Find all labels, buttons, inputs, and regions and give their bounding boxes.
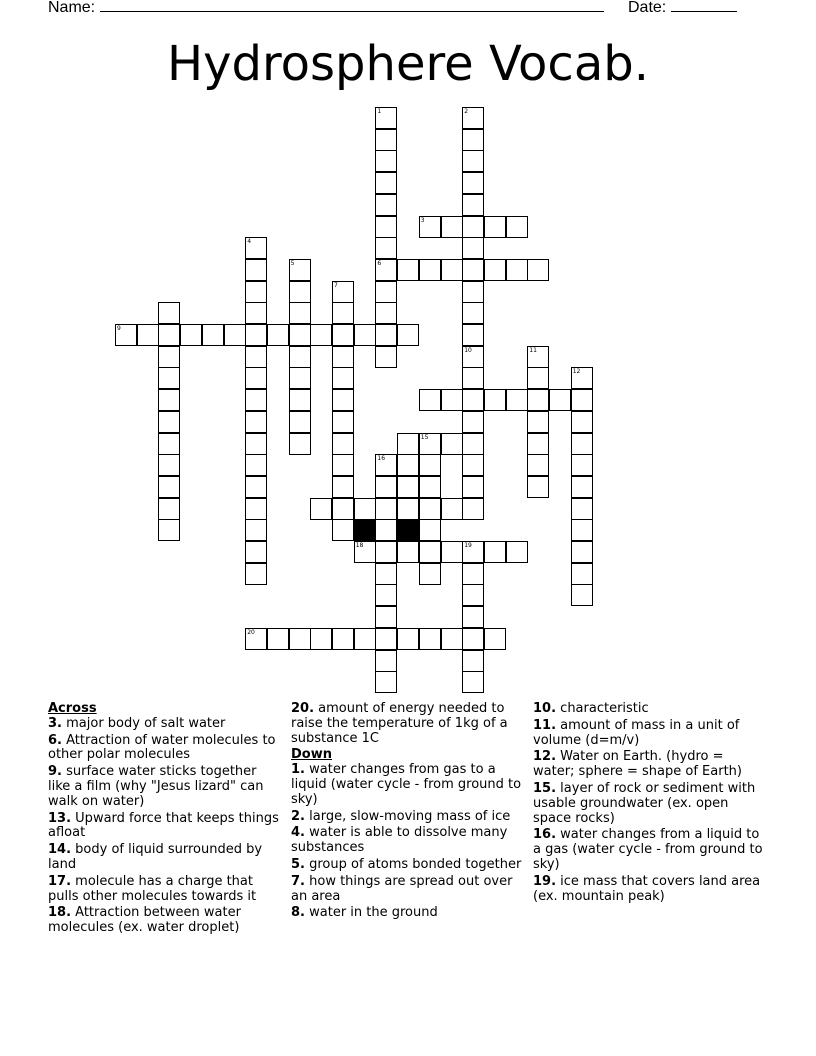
crossword-cell[interactable]	[462, 107, 484, 129]
clue-number-16: 16	[377, 455, 386, 463]
crossword-cell[interactable]	[375, 302, 397, 324]
crossword-cell[interactable]	[375, 172, 397, 194]
crossword-cell[interactable]	[571, 411, 593, 433]
crossword-cell[interactable]	[506, 216, 528, 238]
crossword-cell[interactable]	[571, 476, 593, 498]
crossword-cell[interactable]	[375, 324, 397, 346]
crossword-cell[interactable]	[571, 433, 593, 455]
crossword-cell[interactable]	[397, 498, 419, 520]
crossword-cell[interactable]	[571, 367, 593, 389]
crossword-cell[interactable]	[397, 476, 419, 498]
crossword-cell[interactable]	[245, 281, 267, 303]
name-label: Name:	[48, 0, 96, 16]
crossword-cell[interactable]	[419, 389, 441, 411]
crossword-cell[interactable]	[375, 237, 397, 259]
down-clue-7: 7. how things are spread out over an area	[291, 873, 513, 904]
crossword-cell[interactable]	[419, 541, 441, 563]
down-clue-1: 1. water changes from gas to a liquid (water cycle - from ground to sky)	[291, 762, 522, 807]
crossword-cell[interactable]	[462, 237, 484, 259]
crossword-cell[interactable]	[375, 107, 397, 129]
crossword-cell[interactable]	[158, 367, 180, 389]
page-title: Hydrosphere Vocab.	[167, 36, 649, 92]
crossword-cell[interactable]	[245, 454, 267, 476]
across-clue-18: 18. Attraction between water molecules (ex. water droplet)	[48, 905, 241, 936]
crossword-cell[interactable]	[158, 519, 180, 541]
crossword-cell[interactable]	[245, 498, 267, 520]
crossword-cell[interactable]	[158, 498, 180, 520]
crossword-cell[interactable]	[375, 476, 397, 498]
clue-number-3: 3	[420, 216, 425, 224]
crossword-cell[interactable]	[419, 454, 441, 476]
crossword-cell[interactable]	[375, 454, 397, 476]
crossword-cell[interactable]	[462, 563, 484, 585]
crossword-cell[interactable]	[354, 498, 376, 520]
crossword-cell[interactable]	[158, 411, 180, 433]
crossword-cell[interactable]	[375, 194, 397, 216]
crossword-cell[interactable]	[527, 433, 549, 455]
across-heading: Across	[48, 701, 97, 716]
crossword-cell[interactable]	[115, 324, 137, 346]
crossword-cell[interactable]	[310, 628, 332, 650]
crossword-cell[interactable]	[419, 259, 441, 281]
clue-number-5: 5	[290, 259, 295, 267]
crossword-cell[interactable]	[571, 454, 593, 476]
crossword-cell[interactable]	[527, 367, 549, 389]
down-clue-19: 19. ice mass that covers land area (ex. mountain peak)	[533, 873, 761, 904]
crossword-cell[interactable]	[332, 476, 354, 498]
crossword-cell[interactable]	[397, 324, 419, 346]
crossword-cell[interactable]	[375, 628, 397, 650]
crossword-cell[interactable]	[375, 129, 397, 151]
crossword-cell[interactable]	[419, 498, 441, 520]
crossword-cell[interactable]	[484, 628, 506, 650]
crossword-cell[interactable]	[375, 584, 397, 606]
crossword-cell[interactable]	[224, 324, 246, 346]
crossword-cell[interactable]	[332, 411, 354, 433]
down-heading: Down	[291, 747, 332, 763]
crossword-cell[interactable]	[462, 324, 484, 346]
crossword-cell[interactable]	[375, 216, 397, 238]
clue-number-18: 18	[355, 542, 364, 549]
crossword-cell[interactable]	[462, 433, 484, 455]
crossword-cell[interactable]	[462, 302, 484, 324]
crossword-cell[interactable]	[245, 259, 267, 281]
crossword-cell[interactable]	[289, 324, 311, 346]
crossword-cell[interactable]	[375, 606, 397, 628]
crossword-cell[interactable]	[310, 498, 332, 520]
crossword-cell[interactable]	[245, 476, 267, 498]
crossword-cell[interactable]	[419, 563, 441, 585]
across-clue-20: 20. amount of energy needed to raise the temperature of 1kg of a substance 1C	[291, 701, 508, 746]
crossword-cell[interactable]	[332, 389, 354, 411]
crossword-cell[interactable]	[419, 476, 441, 498]
across-clue-13: 13. Upward force that keeps things afloat	[48, 810, 279, 841]
crossword-cell[interactable]	[137, 324, 159, 346]
crossword-cell[interactable]	[267, 324, 289, 346]
crossword-cell[interactable]	[375, 346, 397, 368]
crossword-cell[interactable]	[375, 650, 397, 672]
down-clue-8: 8. water in the ground	[291, 905, 438, 921]
crossword-cell[interactable]	[397, 454, 419, 476]
crossword-cell[interactable]	[245, 519, 267, 541]
crossword-cell[interactable]	[245, 411, 267, 433]
crossword-cell[interactable]	[397, 433, 419, 455]
crossword-cell[interactable]	[332, 498, 354, 520]
crossword-cell[interactable]	[397, 628, 419, 650]
crossword-cell[interactable]	[158, 324, 180, 346]
crossword-cell[interactable]	[245, 302, 267, 324]
black-square	[397, 519, 419, 541]
crossword-cell[interactable]	[332, 519, 354, 541]
crossword-cell[interactable]	[332, 433, 354, 455]
crossword-cell[interactable]	[158, 433, 180, 455]
down-clue-4: 4. water is able to dissolve many substances	[291, 825, 508, 856]
crossword-cell[interactable]	[180, 324, 202, 346]
clue-number-12: 12	[572, 368, 581, 376]
crossword-cell[interactable]	[289, 346, 311, 368]
crossword-cell[interactable]	[375, 150, 397, 172]
crossword-cell[interactable]	[289, 411, 311, 433]
crossword-cell[interactable]	[462, 628, 484, 650]
clue-number-15: 15	[420, 433, 429, 441]
crossword-cell[interactable]	[462, 150, 484, 172]
crossword-cell[interactable]	[441, 216, 463, 238]
crossword-cell[interactable]	[354, 324, 376, 346]
down-clue-5: 5. group of atoms bonded together	[291, 856, 522, 872]
crossword-cell[interactable]	[506, 259, 528, 281]
down-clue-10: 10. characteristic	[533, 701, 649, 716]
crossword-cell[interactable]	[375, 259, 397, 281]
clue-column-2	[291, 702, 523, 923]
crossword-cell[interactable]	[462, 650, 484, 672]
crossword-cell[interactable]	[289, 281, 311, 303]
crossword-cell[interactable]	[289, 433, 311, 455]
crossword-cell[interactable]	[484, 259, 506, 281]
crossword-cell[interactable]	[202, 324, 224, 346]
crossword-cell[interactable]	[310, 324, 332, 346]
crossword-cell[interactable]	[527, 454, 549, 476]
crossword-cell[interactable]	[354, 628, 376, 650]
crossword-cell[interactable]	[289, 259, 311, 281]
crossword-cell[interactable]	[245, 563, 267, 585]
crossword-cell[interactable]	[332, 346, 354, 368]
crossword-cell[interactable]	[441, 541, 463, 563]
crossword-cell[interactable]	[332, 628, 354, 650]
crossword-cell[interactable]	[506, 389, 528, 411]
crossword-cell[interactable]	[571, 563, 593, 585]
crossword-cell[interactable]	[397, 259, 419, 281]
across-clue-3: 3. major body of salt water	[48, 715, 226, 731]
clue-number-9: 9	[117, 325, 121, 332]
crossword-cell[interactable]	[462, 367, 484, 389]
crossword-cell[interactable]	[419, 628, 441, 650]
crossword-cell[interactable]	[462, 194, 484, 216]
crossword-cell[interactable]	[245, 346, 267, 368]
down-clue-16: 16. water changes from a liquid to a gas (water cycle - from ground to sky)	[533, 827, 763, 872]
crossword-cell[interactable]	[527, 476, 549, 498]
crossword-cell[interactable]	[245, 628, 267, 650]
crossword-cell[interactable]	[462, 476, 484, 498]
crossword-cell[interactable]	[289, 389, 311, 411]
black-square	[354, 519, 376, 541]
crossword-cell[interactable]	[462, 411, 484, 433]
clue-number-1: 1	[377, 108, 382, 115]
date-label: Date:	[628, 0, 667, 16]
crossword-cell[interactable]	[484, 389, 506, 411]
across-clue-17: 17. molecule has a charge that pulls other molecules towards it	[48, 873, 257, 904]
crossword-cell[interactable]	[527, 346, 549, 368]
clue-column-1	[48, 702, 280, 938]
crossword-cell[interactable]	[441, 259, 463, 281]
crossword-cell[interactable]	[527, 411, 549, 433]
clue-number-11: 11	[529, 346, 537, 354]
crossword-cell[interactable]	[267, 628, 289, 650]
across-clue-14: 14. body of liquid surrounded by land	[48, 842, 263, 872]
crossword-cell[interactable]	[527, 259, 549, 281]
crossword-cell[interactable]	[549, 389, 571, 411]
crossword-cell[interactable]	[462, 671, 484, 693]
crossword-cell[interactable]	[462, 346, 484, 368]
crossword-cell[interactable]	[158, 302, 180, 324]
crossword-cell[interactable]	[441, 389, 463, 411]
crossword-cell[interactable]	[158, 389, 180, 411]
crossword-cell[interactable]	[441, 498, 463, 520]
crossword-cell[interactable]	[462, 606, 484, 628]
across-clue-6: 6. Attraction of water molecules to other polar molecules	[48, 732, 276, 763]
crossword-cell[interactable]	[419, 433, 441, 455]
crossword-cell[interactable]	[375, 671, 397, 693]
crossword-cell[interactable]	[571, 498, 593, 520]
crossword-cell[interactable]	[245, 433, 267, 455]
crossword-cell[interactable]	[289, 302, 311, 324]
down-clue-15: 15. layer of rock or sediment with usable groundwater (ex. open space rocks)	[533, 780, 756, 826]
crossword-cell[interactable]	[375, 519, 397, 541]
clue-number-10: 10	[464, 346, 472, 354]
down-clue-2: 2. large, slow-moving mass of ice	[291, 808, 511, 824]
crossword-cell[interactable]	[332, 324, 354, 346]
crossword-cell[interactable]	[332, 367, 354, 389]
crossword-cell[interactable]	[245, 541, 267, 563]
clue-number-20: 20	[247, 628, 255, 636]
crossword-cell[interactable]	[462, 129, 484, 151]
crossword-cell[interactable]	[245, 367, 267, 389]
crossword-cell[interactable]	[245, 389, 267, 411]
crossword-cell[interactable]	[245, 324, 267, 346]
clue-column-3	[533, 702, 765, 906]
crossword-cell[interactable]	[419, 216, 441, 238]
crossword-cell[interactable]	[332, 302, 354, 324]
crossword-cell[interactable]	[419, 519, 441, 541]
crossword-cell[interactable]	[462, 498, 484, 520]
crossword-cell[interactable]	[375, 563, 397, 585]
across-clue-9: 9. surface water sticks together like a film (why "Jesus lizard" can walk on water)	[48, 764, 264, 809]
clue-number-2: 2	[464, 108, 469, 115]
crossword-cell[interactable]	[462, 216, 484, 238]
crossword-cell[interactable]	[462, 584, 484, 606]
crossword-cell[interactable]	[332, 281, 354, 303]
crossword-cell[interactable]	[441, 433, 463, 455]
crossword-cell[interactable]	[245, 237, 267, 259]
crossword-cell[interactable]	[375, 541, 397, 563]
crossword-cell[interactable]	[462, 541, 484, 563]
crossword-cell[interactable]	[484, 541, 506, 563]
crossword-cell[interactable]	[289, 367, 311, 389]
clue-number-7: 7	[334, 281, 338, 289]
down-clue-11: 11. amount of mass in a unit of volume (d=m/v)	[533, 717, 740, 748]
crossword-cell[interactable]	[462, 454, 484, 476]
crossword-cell[interactable]	[462, 172, 484, 194]
crossword-cell[interactable]	[397, 541, 419, 563]
down-clue-12: 12. Water on Earth. (hydro = water; sphere = shape of Earth)	[533, 749, 742, 780]
clue-number-4: 4	[247, 238, 252, 246]
crossword-cell[interactable]	[571, 584, 593, 606]
crossword-cell[interactable]	[462, 389, 484, 411]
crossword-cell[interactable]	[462, 259, 484, 281]
crossword-cell[interactable]	[527, 389, 549, 411]
crossword-cell[interactable]	[571, 519, 593, 541]
clue-number-19: 19	[464, 542, 472, 549]
clue-number-6: 6	[377, 259, 382, 267]
crossword-cell[interactable]	[332, 454, 354, 476]
crossword-cell[interactable]	[158, 476, 180, 498]
crossword-cell[interactable]	[441, 628, 463, 650]
crossword-cell[interactable]	[289, 628, 311, 650]
crossword-cell[interactable]	[506, 541, 528, 563]
crossword-cell[interactable]	[484, 216, 506, 238]
crossword-cell[interactable]	[354, 541, 376, 563]
crossword-cell[interactable]	[375, 498, 397, 520]
crossword-cell[interactable]	[158, 346, 180, 368]
crossword-cell[interactable]	[571, 389, 593, 411]
crossword-cell[interactable]	[158, 454, 180, 476]
crossword-cell[interactable]	[571, 541, 593, 563]
crossword-cell[interactable]	[375, 281, 397, 303]
crossword-cell[interactable]	[462, 281, 484, 303]
